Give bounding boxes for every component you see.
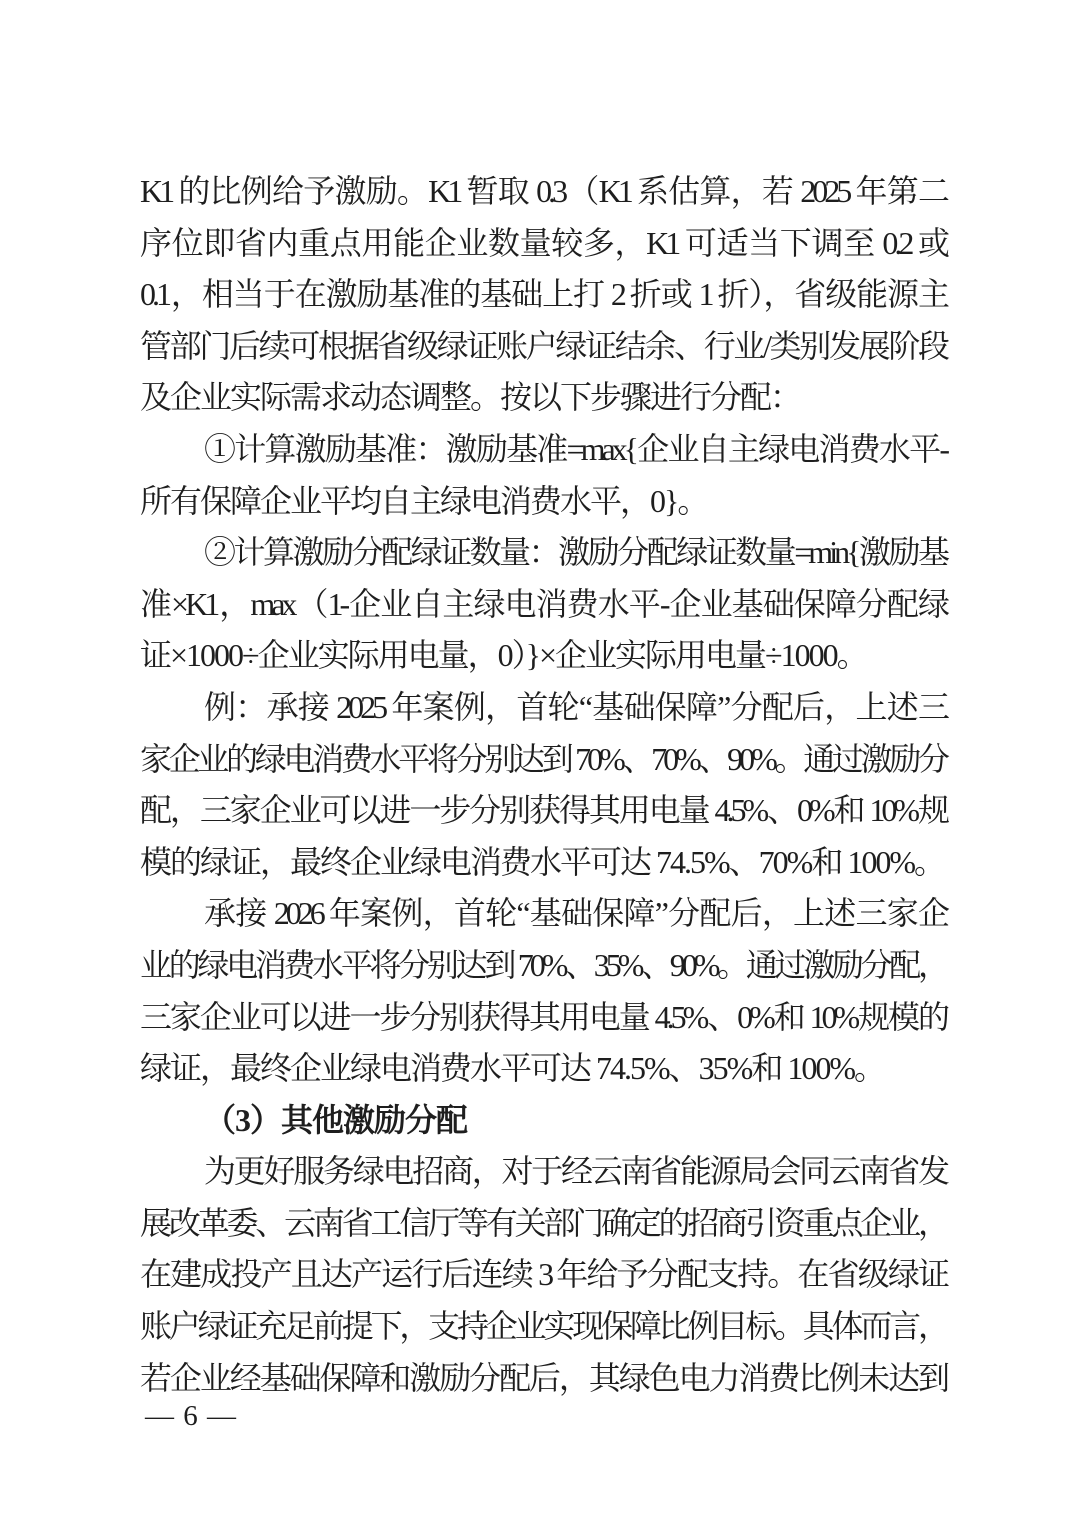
body-line: 三家企业可以进一步分别获得其用电量 4.5%、0%和 10%规模的: [140, 998, 946, 1035]
body-line: 序位即省内重点用能企业数量较多，K1 可适当下调至 0.2 或: [140, 224, 946, 261]
body-line: 配，三家企业可以进一步分别获得其用电量 4.5%、0%和 10%规: [140, 792, 946, 829]
body-line: 绿证，最终企业绿电消费水平可达 74.5%、35%和 100%。: [140, 1050, 884, 1087]
body-line: 为更好服务绿电招商，对于经云南省能源局会同云南省发: [204, 1153, 946, 1190]
body-line: 例：承接 2025 年案例，首轮“基础保障”分配后，上述三: [204, 688, 946, 725]
page-number: — 6 —: [145, 1400, 237, 1432]
body-line: 管部门后续可根据省级绿证账户绿证结余、行业/类别发展阶段: [140, 327, 946, 364]
section-heading: （3）其他激励分配: [204, 1101, 468, 1138]
body-line: 账户绿证充足前提下，支持企业实现保障比例目标。具体而言，: [140, 1308, 946, 1345]
body-line: 0.1，相当于在激励基准的基础上打 2 折或 1 折），省级能源主: [140, 276, 946, 313]
document-body: [140, 166, 946, 1404]
body-line: 准×K1，max（1-企业自主绿电消费水平-企业基础保障分配绿: [140, 585, 946, 622]
body-line: 证×1000÷企业实际用电量，0）}×企业实际用电量÷1000。: [140, 637, 867, 674]
body-line: 若企业经基础保障和激励分配后，其绿色电力消费比例未达到: [140, 1359, 946, 1396]
body-line: 及企业实际需求动态调整。按以下步骤进行分配：: [140, 379, 801, 416]
body-line: 家企业的绿电消费水平将分别达到 70%、70%、90%。通过激励分: [140, 740, 946, 777]
body-line: 在建成投产且达产运行后连续 3 年给予分配支持。在省级绿证: [140, 1256, 946, 1293]
body-line: ②计算激励分配绿证数量：激励分配绿证数量=min{激励基: [204, 534, 946, 571]
body-line: ①计算激励基准：激励基准=max{企业自主绿电消费水平-: [204, 430, 946, 467]
body-line: 承接 2026 年案例，首轮“基础保障”分配后，上述三家企: [204, 895, 946, 932]
body-line: 业的绿电消费水平将分别达到 70%、35%、90%。通过激励分配，: [140, 946, 946, 983]
body-line: 展改革委、云南省工信厅等有关部门确定的招商引资重点企业，: [140, 1204, 946, 1241]
body-line: 模的绿证，最终企业绿电消费水平可达 74.5%、70%和 100%。: [140, 843, 944, 880]
body-line: K1 的比例给予激励。K1 暂取 0.3（K1 系估算，若 2025 年第二: [140, 173, 946, 209]
body-line: 所有保障企业平均自主绿电消费水平，0}。: [140, 482, 708, 519]
